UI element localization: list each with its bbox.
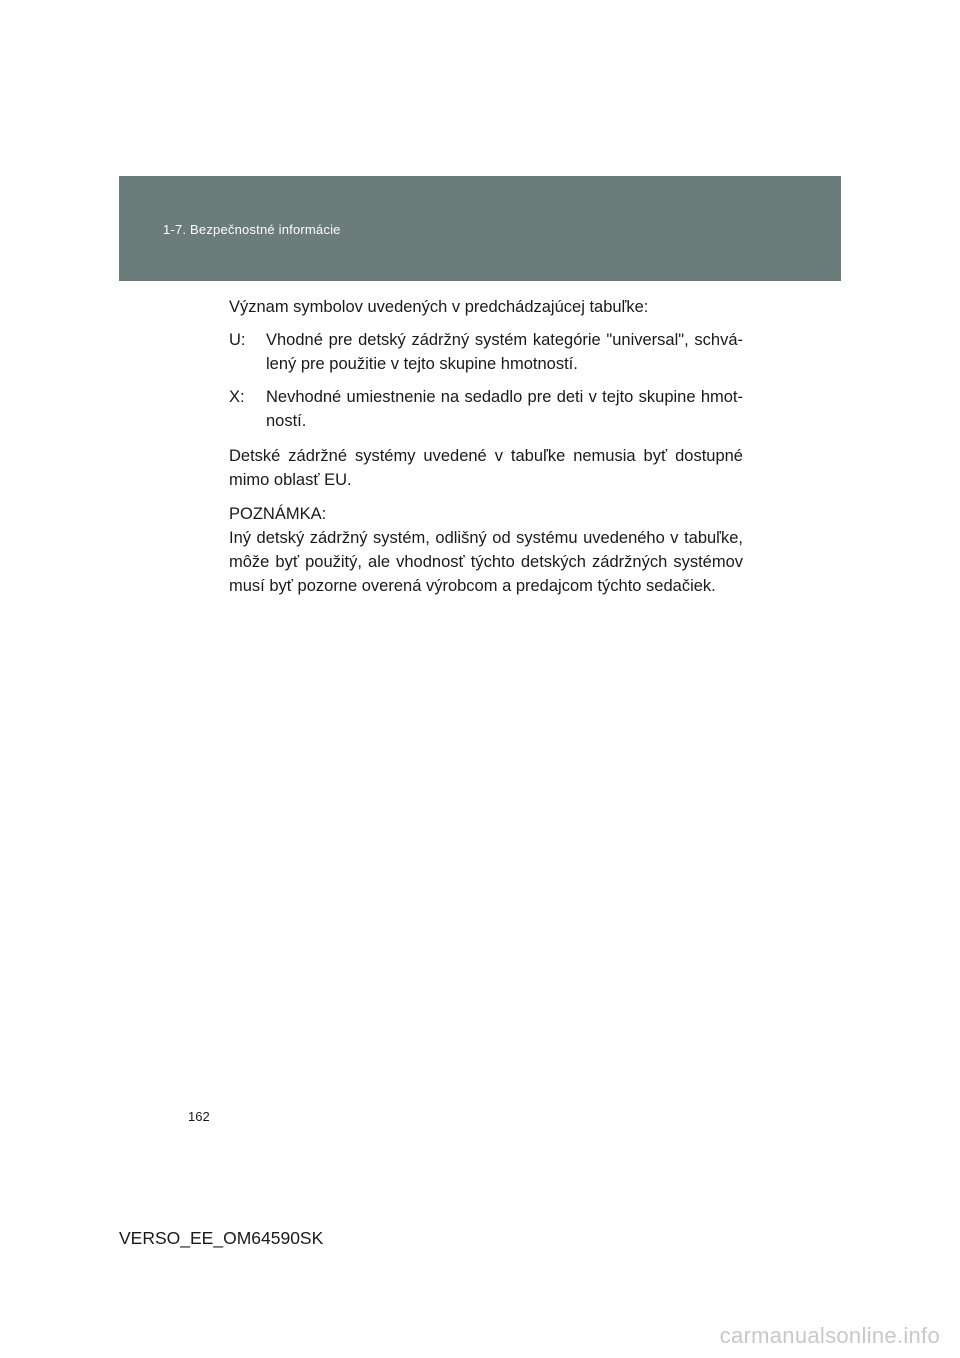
- legend-item-u: [229, 328, 743, 376]
- legend-key-x: X:: [229, 388, 245, 406]
- legend-key-u: U:: [229, 331, 246, 349]
- availability-note: Detské zádržné systémy uvedené v tabuľke nemusia byť dostupné mimo oblasť EU.: [229, 447, 743, 489]
- legend-text-x: Nevhodné umiestnenie na sedadlo pre deti v tejto skupine hmot-ností.: [266, 388, 743, 430]
- legend-item-x: [229, 385, 743, 433]
- note-heading: POZNÁMKA:: [229, 505, 327, 523]
- legend-intro: Význam symbolov uvedených v predchádzajúcej tabuľke:: [229, 298, 649, 316]
- page-content: [229, 295, 743, 598]
- watermark: carmanualsonline.info: [719, 1323, 940, 1348]
- note-text: Iný detský zádržný systém, odlišný od systému uvedeného v tabuľke, môže byť použitý, ale vhodnosť týchto detských zádržných systémov musí byť pozorne overená výrobcom a predajcom týchto sedačiek.: [229, 529, 743, 595]
- page-number: 162: [188, 1109, 210, 1124]
- section-header-band: [119, 176, 841, 281]
- legend-text-u: Vhodné pre detský zádržný systém kategórie "universal", schvá-lený pre použitie v tejto skupine hmotností.: [266, 331, 743, 373]
- document-code: VERSO_EE_OM64590SK: [119, 1228, 324, 1248]
- section-title: 1-7. Bezpečnostné informácie: [163, 222, 341, 237]
